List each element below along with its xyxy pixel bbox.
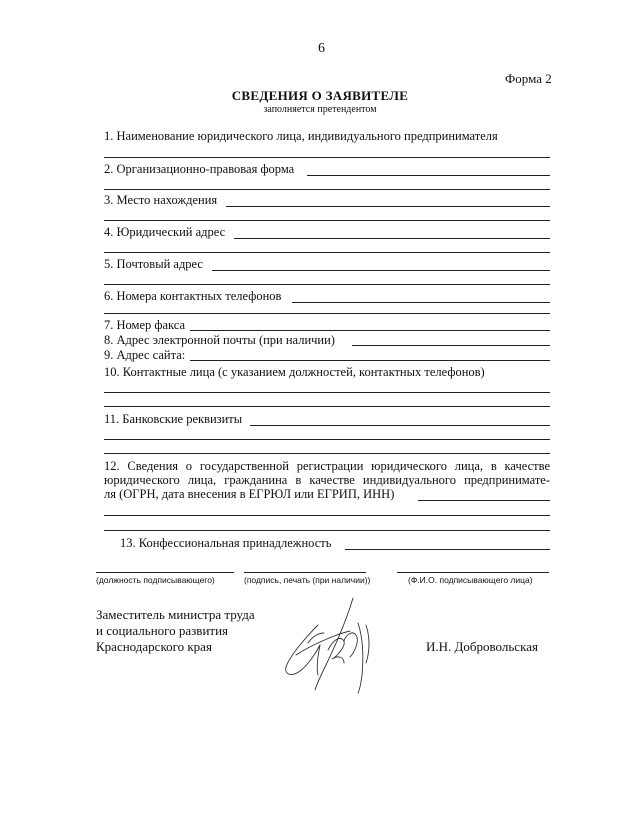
signer-title-line-2: и социального развития — [96, 623, 229, 638]
page-number: 6 — [318, 41, 325, 56]
handwritten-signature — [278, 595, 383, 695]
name-caption: (Ф.И.О. подписывающего лица) — [408, 575, 533, 585]
item-10-line-2[interactable] — [104, 406, 550, 407]
item-9-label: 9. Адрес сайта: — [104, 348, 186, 362]
signer-name: И.Н. Добровольская — [426, 639, 538, 654]
signature-caption: (подпись, печать (при наличии)) — [244, 575, 371, 585]
item-7-line[interactable] — [190, 330, 550, 331]
item-6-line[interactable] — [292, 302, 550, 303]
item-11-line-2[interactable] — [104, 439, 550, 440]
name-signature-line[interactable] — [397, 572, 549, 573]
signature-line[interactable] — [244, 572, 366, 573]
item-8-label: 8. Адрес электронной почты (при наличии) — [104, 333, 335, 347]
position-signature-line[interactable] — [96, 572, 234, 573]
item-7-label: 7. Номер факса — [104, 318, 186, 332]
item-3-line-2[interactable] — [104, 220, 550, 221]
item-10-line-1[interactable] — [104, 392, 550, 393]
item-3-label: 3. Место нахождения — [104, 193, 218, 207]
item-10-label: 10. Контактные лица (с указанием должностей, контактных телефонов) — [104, 365, 485, 379]
item-12-label-line-1: 12. Сведения о государственной регистрации юридического лица, в качестве — [104, 459, 550, 473]
position-caption: (должность подписывающего) — [96, 575, 215, 585]
item-4-line[interactable] — [234, 238, 550, 239]
item-6-line-2[interactable] — [104, 313, 550, 314]
item-8-line[interactable] — [352, 345, 550, 346]
item-11-line[interactable] — [250, 425, 550, 426]
item-4-label: 4. Юридический адрес — [104, 225, 226, 239]
item-5-line-2[interactable] — [104, 284, 550, 285]
form-title: СВЕДЕНИЯ О ЗАЯВИТЕЛЕ — [231, 88, 409, 103]
item-2-line[interactable] — [307, 175, 550, 176]
item-13-line[interactable] — [345, 549, 550, 550]
item-6-label: 6. Номера контактных телефонов — [104, 289, 282, 303]
item-11-label: 11. Банковские реквизиты — [104, 412, 243, 426]
item-5-label: 5. Почтовый адрес — [104, 257, 203, 271]
item-12-line[interactable] — [418, 500, 550, 501]
item-5-line[interactable] — [212, 270, 550, 271]
item-12-line-2[interactable] — [104, 515, 550, 516]
item-3-line[interactable] — [226, 206, 550, 207]
form-label: Форма 2 — [505, 71, 552, 86]
item-12-label-line-3: ля (ОГРН, дата внесения в ЕГРЮЛ или ЕГРИП, ИНН) — [104, 487, 395, 501]
item-13-label: 13. Конфессиональная принадлежность — [120, 536, 332, 550]
item-4-line-2[interactable] — [104, 252, 550, 253]
item-12-label-line-2: юридического лица, гражданина в качестве индивидуального предпринимате- — [104, 473, 550, 487]
item-1-label: 1. Наименование юридического лица, индивидуального предпринимателя — [104, 129, 498, 143]
item-2-line-2[interactable] — [104, 189, 550, 190]
signer-title-line-1: Заместитель министра труда — [96, 607, 255, 622]
item-1-line[interactable] — [104, 157, 550, 158]
item-9-line[interactable] — [190, 360, 550, 361]
item-2-label: 2. Организационно-правовая форма — [104, 162, 295, 176]
item-12-line-3[interactable] — [104, 530, 550, 531]
signer-title-line-3: Краснодарского края — [96, 639, 212, 654]
item-11-line-3[interactable] — [104, 453, 550, 454]
form-subtitle: заполняется претендентом — [263, 104, 377, 115]
